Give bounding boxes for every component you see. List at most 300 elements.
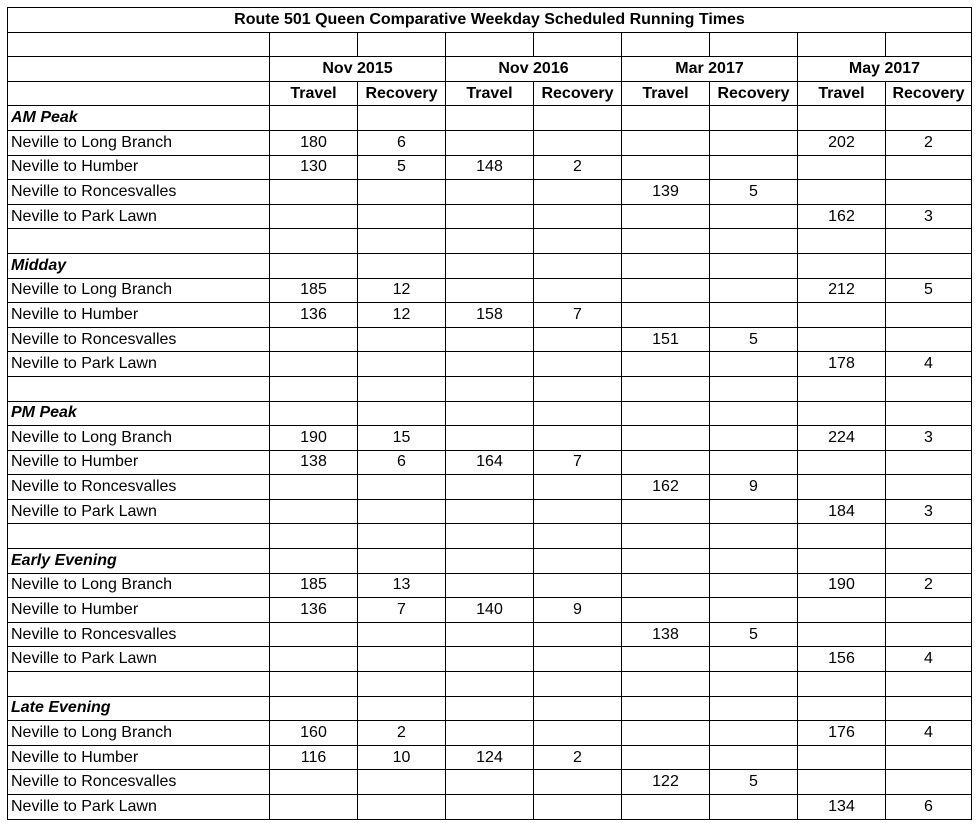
period-header: Mar 2017 bbox=[622, 57, 798, 82]
travel-time-cell bbox=[622, 573, 710, 598]
route-segment-label: Neville to Humber bbox=[8, 303, 270, 328]
recovery-time-cell: 6 bbox=[886, 795, 972, 820]
recovery-time-cell bbox=[710, 573, 798, 598]
blank-cell bbox=[798, 549, 886, 574]
route-segment-label: Neville to Long Branch bbox=[8, 130, 270, 155]
travel-time-cell: 116 bbox=[270, 745, 358, 770]
travel-time-cell bbox=[270, 180, 358, 205]
recovery-time-cell: 4 bbox=[886, 721, 972, 746]
route-segment-label: Neville to Roncesvalles bbox=[8, 327, 270, 352]
travel-time-cell bbox=[622, 352, 710, 377]
travel-time-cell bbox=[446, 475, 534, 500]
travel-time-cell: 136 bbox=[270, 598, 358, 623]
blank-cell bbox=[446, 524, 534, 549]
route-segment-label: Neville to Roncesvalles bbox=[8, 770, 270, 795]
recovery-time-cell bbox=[534, 721, 622, 746]
recovery-time-cell: 5 bbox=[710, 180, 798, 205]
blank-cell bbox=[886, 229, 972, 254]
route-segment-label: Neville to Long Branch bbox=[8, 721, 270, 746]
travel-time-cell bbox=[270, 352, 358, 377]
blank-cell bbox=[710, 32, 798, 57]
blank-cell bbox=[358, 549, 446, 574]
blank-cell bbox=[446, 32, 534, 57]
blank-cell bbox=[886, 253, 972, 278]
travel-time-cell bbox=[270, 770, 358, 795]
travel-time-cell bbox=[270, 499, 358, 524]
recovery-time-cell: 2 bbox=[358, 721, 446, 746]
section-title: PM Peak bbox=[8, 401, 270, 426]
recovery-time-cell bbox=[358, 327, 446, 352]
recovery-time-cell bbox=[710, 130, 798, 155]
travel-time-cell bbox=[622, 745, 710, 770]
travel-time-cell bbox=[446, 647, 534, 672]
recovery-time-cell bbox=[710, 647, 798, 672]
travel-time-cell bbox=[622, 450, 710, 475]
blank-cell bbox=[710, 549, 798, 574]
section-title: Early Evening bbox=[8, 549, 270, 574]
travel-time-cell: 124 bbox=[446, 745, 534, 770]
travel-time-cell bbox=[446, 622, 534, 647]
recovery-time-cell bbox=[710, 155, 798, 180]
recovery-time-cell bbox=[886, 327, 972, 352]
blank-cell bbox=[8, 57, 270, 82]
travel-time-cell bbox=[798, 450, 886, 475]
recovery-time-cell: 7 bbox=[534, 303, 622, 328]
recovery-time-cell: 2 bbox=[886, 573, 972, 598]
blank-cell bbox=[270, 696, 358, 721]
blank-cell bbox=[710, 253, 798, 278]
blank-cell bbox=[798, 524, 886, 549]
blank-cell bbox=[534, 401, 622, 426]
blank-cell bbox=[358, 376, 446, 401]
recovery-time-cell bbox=[358, 204, 446, 229]
recovery-time-cell: 13 bbox=[358, 573, 446, 598]
blank-cell bbox=[446, 229, 534, 254]
table-row bbox=[8, 770, 972, 795]
route-segment-label: Neville to Park Lawn bbox=[8, 204, 270, 229]
blank-cell bbox=[710, 376, 798, 401]
blank-cell bbox=[710, 229, 798, 254]
route-segment-label: Neville to Roncesvalles bbox=[8, 622, 270, 647]
blank-cell bbox=[798, 253, 886, 278]
travel-time-cell bbox=[622, 155, 710, 180]
recovery-time-cell: 6 bbox=[358, 130, 446, 155]
travel-time-cell bbox=[446, 426, 534, 451]
recovery-header: Recovery bbox=[886, 81, 972, 106]
blank-cell bbox=[622, 549, 710, 574]
recovery-time-cell: 5 bbox=[886, 278, 972, 303]
table-row bbox=[8, 450, 972, 475]
blank-cell bbox=[358, 253, 446, 278]
blank-cell bbox=[270, 376, 358, 401]
blank-cell bbox=[622, 253, 710, 278]
blank-cell bbox=[358, 32, 446, 57]
route-segment-label: Neville to Humber bbox=[8, 450, 270, 475]
recovery-time-cell bbox=[358, 647, 446, 672]
recovery-time-cell bbox=[534, 278, 622, 303]
blank-cell bbox=[534, 106, 622, 131]
blank-cell bbox=[358, 696, 446, 721]
blank-cell bbox=[798, 696, 886, 721]
recovery-time-cell bbox=[358, 352, 446, 377]
recovery-time-cell: 6 bbox=[358, 450, 446, 475]
recovery-time-cell bbox=[710, 721, 798, 746]
recovery-time-cell bbox=[886, 475, 972, 500]
recovery-time-cell bbox=[534, 426, 622, 451]
recovery-time-cell bbox=[534, 573, 622, 598]
recovery-time-cell: 5 bbox=[710, 327, 798, 352]
recovery-time-cell bbox=[710, 450, 798, 475]
section-header-row bbox=[8, 253, 972, 278]
recovery-time-cell: 7 bbox=[534, 450, 622, 475]
travel-time-cell bbox=[622, 721, 710, 746]
section-title: AM Peak bbox=[8, 106, 270, 131]
travel-time-cell bbox=[446, 204, 534, 229]
recovery-time-cell bbox=[710, 278, 798, 303]
table-row bbox=[8, 598, 972, 623]
title-row bbox=[8, 8, 972, 33]
blank-cell bbox=[798, 401, 886, 426]
blank-cell bbox=[270, 32, 358, 57]
recovery-header: Recovery bbox=[710, 81, 798, 106]
blank-cell bbox=[798, 672, 886, 697]
period-header: Nov 2016 bbox=[446, 57, 622, 82]
blank-cell bbox=[270, 106, 358, 131]
recovery-time-cell bbox=[358, 180, 446, 205]
blank-cell bbox=[358, 524, 446, 549]
section-header-row bbox=[8, 106, 972, 131]
blank-cell bbox=[710, 524, 798, 549]
section-title: Midday bbox=[8, 253, 270, 278]
period-header-row bbox=[8, 57, 972, 82]
travel-time-cell: 164 bbox=[446, 450, 534, 475]
travel-time-cell bbox=[798, 622, 886, 647]
travel-time-cell bbox=[622, 598, 710, 623]
blank-cell bbox=[534, 696, 622, 721]
blank-cell bbox=[534, 229, 622, 254]
recovery-time-cell bbox=[358, 475, 446, 500]
recovery-time-cell: 2 bbox=[534, 745, 622, 770]
blank-cell bbox=[446, 672, 534, 697]
blank-cell bbox=[798, 32, 886, 57]
travel-time-cell bbox=[622, 204, 710, 229]
recovery-time-cell bbox=[710, 795, 798, 820]
blank-cell bbox=[622, 32, 710, 57]
route-segment-label: Neville to Long Branch bbox=[8, 278, 270, 303]
travel-time-cell bbox=[270, 475, 358, 500]
travel-time-cell bbox=[798, 303, 886, 328]
travel-time-cell: 151 bbox=[622, 327, 710, 352]
recovery-time-cell: 12 bbox=[358, 303, 446, 328]
period-header: May 2017 bbox=[798, 57, 972, 82]
travel-time-cell bbox=[446, 795, 534, 820]
travel-time-cell: 140 bbox=[446, 598, 534, 623]
recovery-time-cell bbox=[534, 622, 622, 647]
travel-time-cell: 162 bbox=[622, 475, 710, 500]
section-header-row bbox=[8, 549, 972, 574]
blank-cell bbox=[622, 524, 710, 549]
blank-row bbox=[8, 32, 972, 57]
recovery-time-cell bbox=[886, 770, 972, 795]
blank-cell bbox=[886, 524, 972, 549]
travel-time-cell bbox=[622, 795, 710, 820]
recovery-time-cell bbox=[886, 303, 972, 328]
blank-row bbox=[8, 672, 972, 697]
blank-cell bbox=[358, 229, 446, 254]
recovery-time-cell: 5 bbox=[710, 770, 798, 795]
blank-cell bbox=[8, 524, 270, 549]
blank-cell bbox=[8, 376, 270, 401]
blank-row bbox=[8, 376, 972, 401]
blank-cell bbox=[446, 106, 534, 131]
blank-row bbox=[8, 524, 972, 549]
travel-time-cell bbox=[446, 770, 534, 795]
recovery-time-cell bbox=[534, 180, 622, 205]
route-segment-label: Neville to Park Lawn bbox=[8, 795, 270, 820]
blank-cell bbox=[622, 229, 710, 254]
blank-cell bbox=[886, 549, 972, 574]
recovery-time-cell bbox=[886, 450, 972, 475]
blank-cell bbox=[798, 229, 886, 254]
travel-time-cell: 178 bbox=[798, 352, 886, 377]
travel-time-cell bbox=[622, 499, 710, 524]
recovery-time-cell bbox=[886, 622, 972, 647]
blank-cell bbox=[358, 672, 446, 697]
recovery-time-cell bbox=[534, 647, 622, 672]
section-header-row bbox=[8, 696, 972, 721]
travel-time-cell bbox=[446, 130, 534, 155]
blank-cell bbox=[446, 253, 534, 278]
travel-time-cell bbox=[622, 426, 710, 451]
recovery-time-cell bbox=[710, 598, 798, 623]
table-row bbox=[8, 622, 972, 647]
travel-time-cell bbox=[270, 327, 358, 352]
recovery-time-cell bbox=[534, 327, 622, 352]
table-row bbox=[8, 426, 972, 451]
travel-time-cell bbox=[798, 180, 886, 205]
table-row bbox=[8, 352, 972, 377]
travel-time-cell bbox=[446, 573, 534, 598]
blank-cell bbox=[270, 524, 358, 549]
recovery-time-cell: 3 bbox=[886, 499, 972, 524]
blank-row bbox=[8, 229, 972, 254]
recovery-time-cell bbox=[710, 303, 798, 328]
route-segment-label: Neville to Park Lawn bbox=[8, 499, 270, 524]
travel-time-cell bbox=[798, 475, 886, 500]
travel-time-cell bbox=[270, 647, 358, 672]
travel-time-cell: 202 bbox=[798, 130, 886, 155]
route-segment-label: Neville to Park Lawn bbox=[8, 352, 270, 377]
travel-time-cell bbox=[446, 327, 534, 352]
section-title: Late Evening bbox=[8, 696, 270, 721]
recovery-time-cell bbox=[358, 770, 446, 795]
recovery-time-cell: 12 bbox=[358, 278, 446, 303]
blank-cell bbox=[622, 106, 710, 131]
travel-time-cell: 190 bbox=[798, 573, 886, 598]
travel-time-cell: 156 bbox=[798, 647, 886, 672]
table-row bbox=[8, 573, 972, 598]
recovery-time-cell bbox=[534, 204, 622, 229]
travel-time-cell: 122 bbox=[622, 770, 710, 795]
travel-time-cell bbox=[798, 598, 886, 623]
recovery-time-cell bbox=[710, 426, 798, 451]
travel-time-cell: 139 bbox=[622, 180, 710, 205]
travel-time-cell bbox=[798, 745, 886, 770]
table-row bbox=[8, 180, 972, 205]
travel-time-cell: 148 bbox=[446, 155, 534, 180]
travel-time-cell: 176 bbox=[798, 721, 886, 746]
travel-time-cell bbox=[798, 770, 886, 795]
blank-cell bbox=[622, 376, 710, 401]
table-row bbox=[8, 745, 972, 770]
blank-cell bbox=[358, 106, 446, 131]
recovery-time-cell bbox=[710, 204, 798, 229]
blank-cell bbox=[622, 672, 710, 697]
recovery-time-cell: 15 bbox=[358, 426, 446, 451]
recovery-time-cell: 3 bbox=[886, 426, 972, 451]
recovery-time-cell bbox=[534, 130, 622, 155]
route-segment-label: Neville to Long Branch bbox=[8, 426, 270, 451]
recovery-header: Recovery bbox=[358, 81, 446, 106]
recovery-time-cell bbox=[886, 180, 972, 205]
blank-cell bbox=[534, 376, 622, 401]
travel-time-cell: 162 bbox=[798, 204, 886, 229]
recovery-time-cell bbox=[358, 795, 446, 820]
blank-cell bbox=[886, 672, 972, 697]
travel-header: Travel bbox=[798, 81, 886, 106]
table-body bbox=[8, 8, 972, 820]
recovery-time-cell bbox=[886, 745, 972, 770]
travel-time-cell bbox=[446, 352, 534, 377]
blank-cell bbox=[886, 106, 972, 131]
recovery-time-cell: 3 bbox=[886, 204, 972, 229]
route-segment-label: Neville to Humber bbox=[8, 155, 270, 180]
blank-cell bbox=[710, 672, 798, 697]
table-row bbox=[8, 303, 972, 328]
blank-cell bbox=[534, 672, 622, 697]
travel-time-cell: 184 bbox=[798, 499, 886, 524]
table-row bbox=[8, 475, 972, 500]
travel-time-cell bbox=[622, 278, 710, 303]
travel-header: Travel bbox=[622, 81, 710, 106]
blank-cell bbox=[622, 696, 710, 721]
route-segment-label: Neville to Roncesvalles bbox=[8, 475, 270, 500]
travel-time-cell bbox=[446, 721, 534, 746]
blank-cell bbox=[798, 106, 886, 131]
section-header-row bbox=[8, 401, 972, 426]
blank-cell bbox=[446, 401, 534, 426]
blank-cell bbox=[270, 401, 358, 426]
travel-time-cell: 190 bbox=[270, 426, 358, 451]
travel-time-cell bbox=[270, 204, 358, 229]
recovery-time-cell bbox=[710, 745, 798, 770]
recovery-time-cell bbox=[534, 352, 622, 377]
blank-cell bbox=[446, 549, 534, 574]
blank-cell bbox=[534, 253, 622, 278]
route-segment-label: Neville to Park Lawn bbox=[8, 647, 270, 672]
travel-time-cell bbox=[270, 795, 358, 820]
table-row bbox=[8, 204, 972, 229]
travel-header: Travel bbox=[446, 81, 534, 106]
travel-time-cell: 185 bbox=[270, 278, 358, 303]
table-row bbox=[8, 327, 972, 352]
travel-time-cell bbox=[446, 499, 534, 524]
travel-time-cell bbox=[446, 180, 534, 205]
travel-time-cell: 130 bbox=[270, 155, 358, 180]
recovery-time-cell bbox=[534, 770, 622, 795]
blank-cell bbox=[8, 81, 270, 106]
recovery-time-cell: 10 bbox=[358, 745, 446, 770]
recovery-time-cell bbox=[886, 598, 972, 623]
table-row bbox=[8, 647, 972, 672]
blank-cell bbox=[534, 549, 622, 574]
blank-cell bbox=[8, 672, 270, 697]
blank-cell bbox=[358, 401, 446, 426]
recovery-header: Recovery bbox=[534, 81, 622, 106]
table-row bbox=[8, 130, 972, 155]
blank-cell bbox=[886, 376, 972, 401]
blank-cell bbox=[886, 401, 972, 426]
blank-cell bbox=[886, 32, 972, 57]
blank-cell bbox=[270, 229, 358, 254]
travel-time-cell: 160 bbox=[270, 721, 358, 746]
recovery-time-cell: 5 bbox=[710, 622, 798, 647]
blank-cell bbox=[886, 696, 972, 721]
travel-time-cell: 158 bbox=[446, 303, 534, 328]
recovery-time-cell bbox=[534, 795, 622, 820]
blank-cell bbox=[446, 376, 534, 401]
travel-time-cell: 138 bbox=[622, 622, 710, 647]
recovery-time-cell: 9 bbox=[534, 598, 622, 623]
table-row bbox=[8, 795, 972, 820]
travel-time-cell bbox=[798, 155, 886, 180]
blank-cell bbox=[710, 401, 798, 426]
travel-time-cell bbox=[270, 622, 358, 647]
travel-time-cell: 224 bbox=[798, 426, 886, 451]
recovery-time-cell bbox=[886, 155, 972, 180]
blank-cell bbox=[622, 401, 710, 426]
subheader-row bbox=[8, 81, 972, 106]
travel-time-cell bbox=[622, 647, 710, 672]
travel-time-cell bbox=[622, 130, 710, 155]
travel-time-cell: 138 bbox=[270, 450, 358, 475]
travel-time-cell: 180 bbox=[270, 130, 358, 155]
recovery-time-cell bbox=[358, 499, 446, 524]
recovery-time-cell: 2 bbox=[534, 155, 622, 180]
blank-cell bbox=[8, 32, 270, 57]
route-segment-label: Neville to Long Branch bbox=[8, 573, 270, 598]
blank-cell bbox=[270, 549, 358, 574]
blank-cell bbox=[798, 376, 886, 401]
recovery-time-cell: 4 bbox=[886, 647, 972, 672]
period-header: Nov 2015 bbox=[270, 57, 446, 82]
travel-time-cell bbox=[798, 327, 886, 352]
blank-cell bbox=[446, 696, 534, 721]
recovery-time-cell bbox=[710, 499, 798, 524]
recovery-time-cell: 7 bbox=[358, 598, 446, 623]
travel-time-cell: 134 bbox=[798, 795, 886, 820]
blank-cell bbox=[270, 672, 358, 697]
route-segment-label: Neville to Humber bbox=[8, 745, 270, 770]
route-segment-label: Neville to Roncesvalles bbox=[8, 180, 270, 205]
travel-time-cell: 185 bbox=[270, 573, 358, 598]
travel-time-cell bbox=[622, 303, 710, 328]
table-row bbox=[8, 155, 972, 180]
travel-header: Travel bbox=[270, 81, 358, 106]
blank-cell bbox=[534, 32, 622, 57]
table-row bbox=[8, 721, 972, 746]
running-times-table bbox=[7, 7, 972, 820]
